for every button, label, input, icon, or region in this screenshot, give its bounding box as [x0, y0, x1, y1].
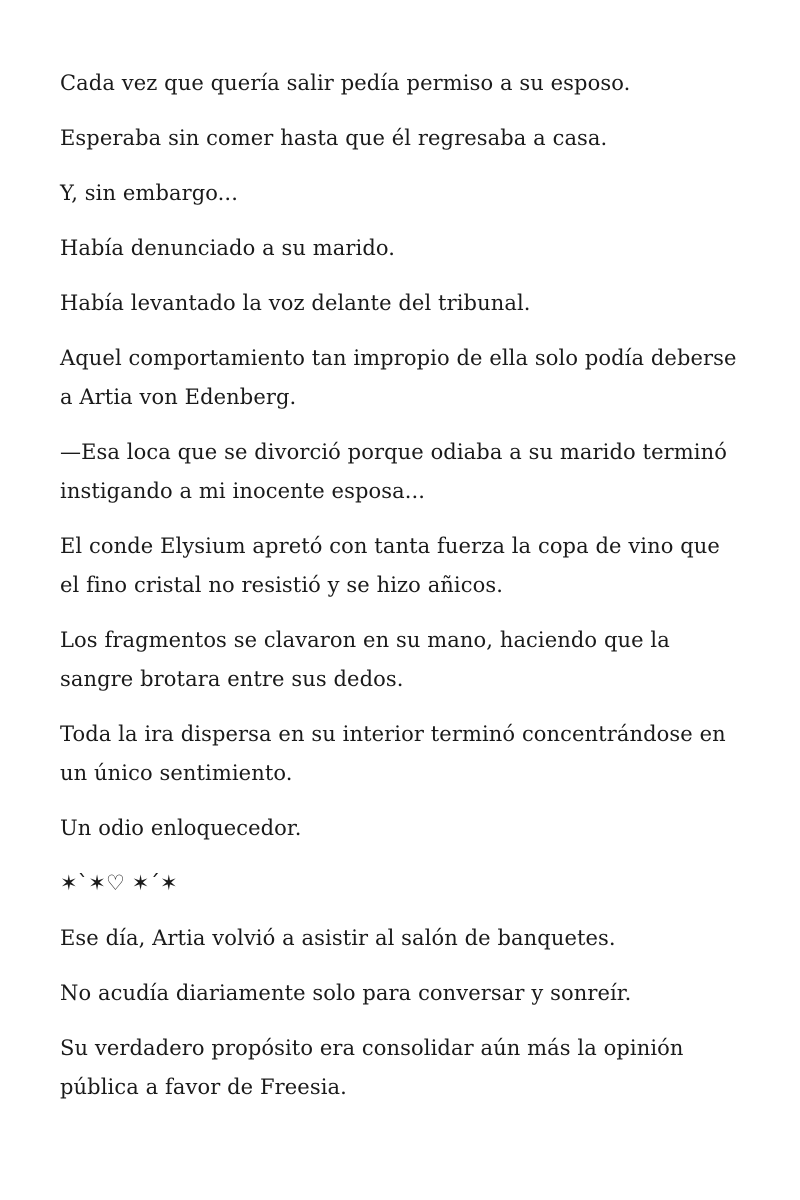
paragraph: Había levantado la voz delante del tribunal. — [60, 291, 531, 315]
scene-separator: ✶`✶♡ ✶´✶ — [60, 871, 178, 895]
paragraph: Y, sin embargo... — [60, 181, 238, 205]
paragraph: Había denunciado a su marido. — [60, 236, 396, 260]
paragraph: El conde Elysium apretó con tanta fuerza la copa de vino que el fino cristal no resistió y se hizo añicos. — [60, 534, 720, 597]
paragraph: Cada vez que quería salir pedía permiso a su esposo. — [60, 71, 631, 95]
paragraph: Los fragmentos se clavaron en su mano, haciendo que la sangre brotara entre sus dedos. — [60, 628, 670, 691]
paragraph: No acudía diariamente solo para conversar y sonreír. — [60, 981, 632, 1005]
chapter-text — [60, 64, 740, 1107]
paragraph: Aquel comportamiento tan impropio de ella solo podía deberse a Artia von Edenberg. — [60, 346, 737, 409]
paragraph: Toda la ira dispersa en su interior terminó concentrándose en un único sentimiento. — [60, 722, 726, 785]
paragraph: Un odio enloquecedor. — [60, 816, 302, 840]
paragraph: —Esa loca que se divorció porque odiaba a su marido terminó instigando a mi inocente esposa... — [60, 440, 727, 503]
paragraph: Su verdadero propósito era consolidar aún más la opinión pública a favor de Freesia. — [60, 1036, 684, 1099]
paragraph: Esperaba sin comer hasta que él regresaba a casa. — [60, 126, 608, 150]
paragraph: Ese día, Artia volvió a asistir al salón de banquetes. — [60, 926, 616, 950]
